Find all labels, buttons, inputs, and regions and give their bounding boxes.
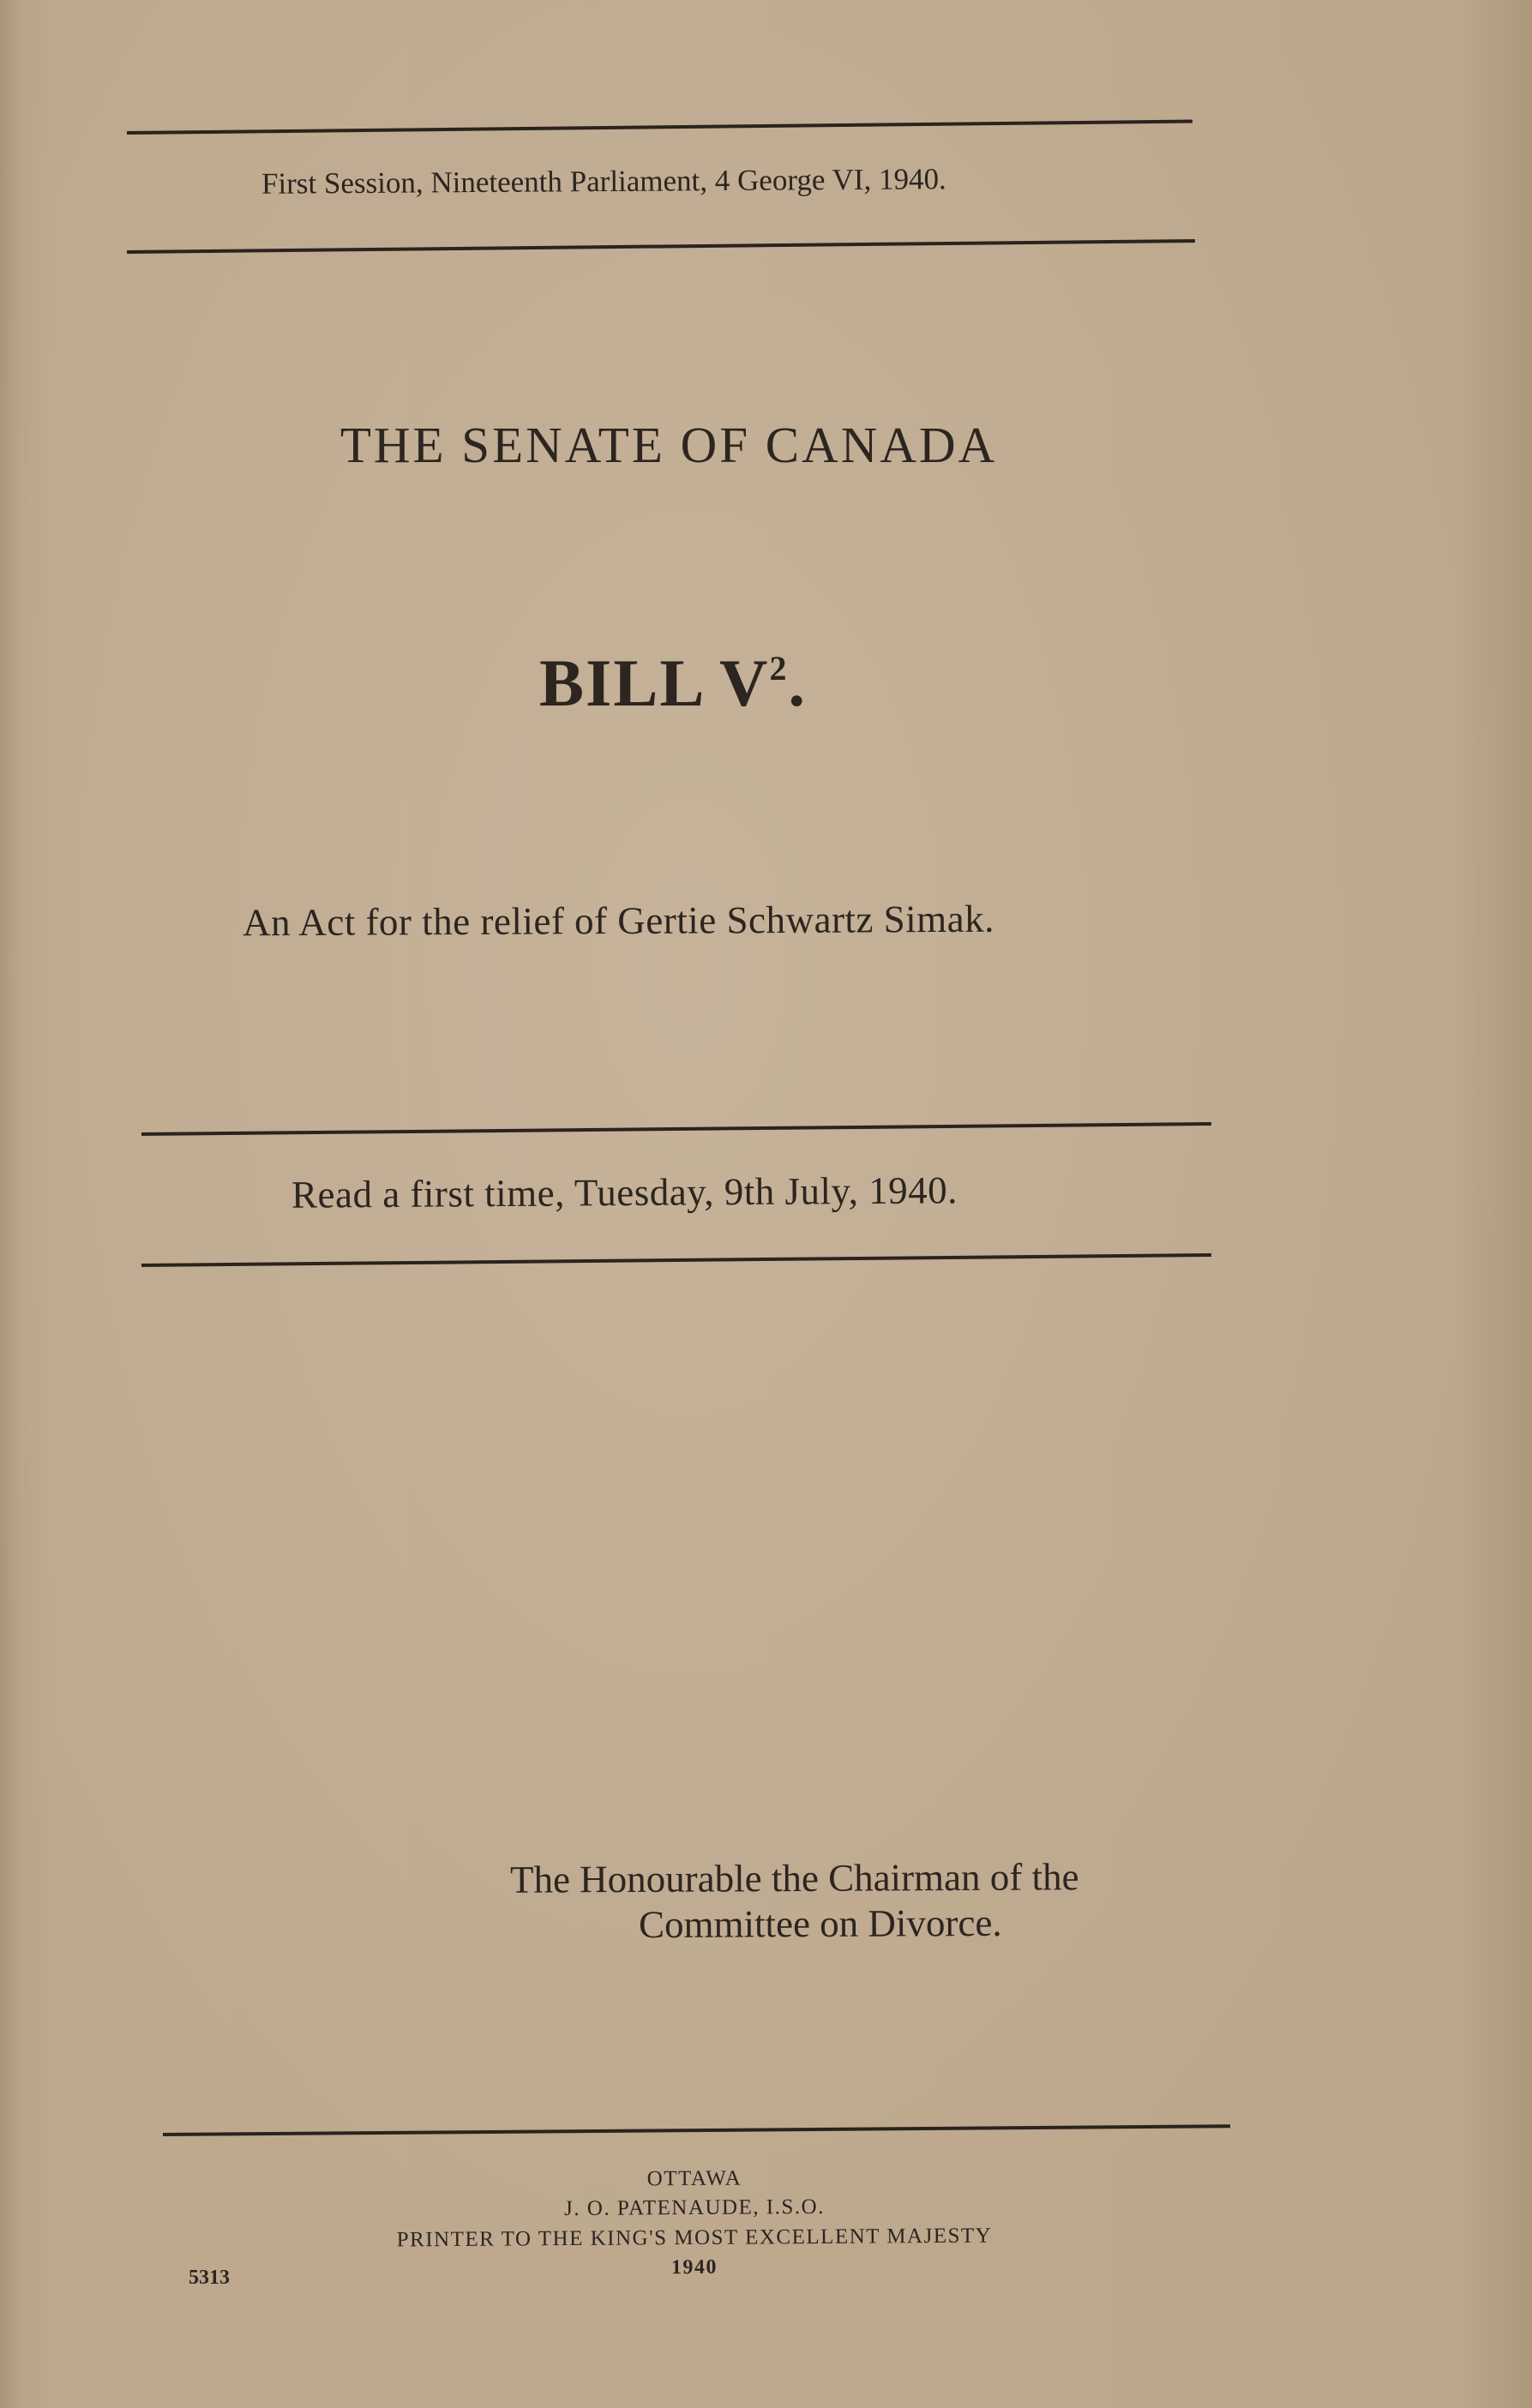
bill-superscript: 2 — [769, 649, 789, 688]
imprint-city: OTTAWA — [646, 2166, 742, 2191]
first-reading-line: Read a first time, Tuesday, 9th July, 1940. — [291, 1168, 958, 1216]
top-rule-1 — [127, 120, 1193, 135]
session-line: First Session, Nineteenth Parliament, 4 George VI, 1940. — [261, 162, 946, 201]
middle-rule-2 — [141, 1253, 1211, 1267]
sponsor-line-2: Committee on Divorce. — [638, 1901, 1002, 1947]
middle-rule-1 — [141, 1122, 1211, 1136]
bill-label: BILL V — [538, 646, 770, 720]
imprint-year: 1940 — [670, 2255, 718, 2279]
bottom-rule — [163, 2124, 1230, 2136]
bill-suffix: . — [788, 646, 808, 720]
senate-title: THE SENATE OF CANADA — [339, 417, 998, 473]
top-rule-2 — [127, 239, 1195, 254]
job-number: 5313 — [189, 2267, 230, 2289]
sponsor-line-1: The Honourable the Chairman of the — [509, 1855, 1079, 1901]
imprint-printer-title: PRINTER TO THE KING'S MOST EXCELLENT MAJESTY — [396, 2224, 993, 2252]
bill-number — [0, 645, 1346, 722]
act-title: An Act for the relief of Gertie Schwartz Simak. — [242, 897, 995, 945]
imprint-printer: J. O. PATENAUDE, I.S.O. — [564, 2195, 825, 2221]
